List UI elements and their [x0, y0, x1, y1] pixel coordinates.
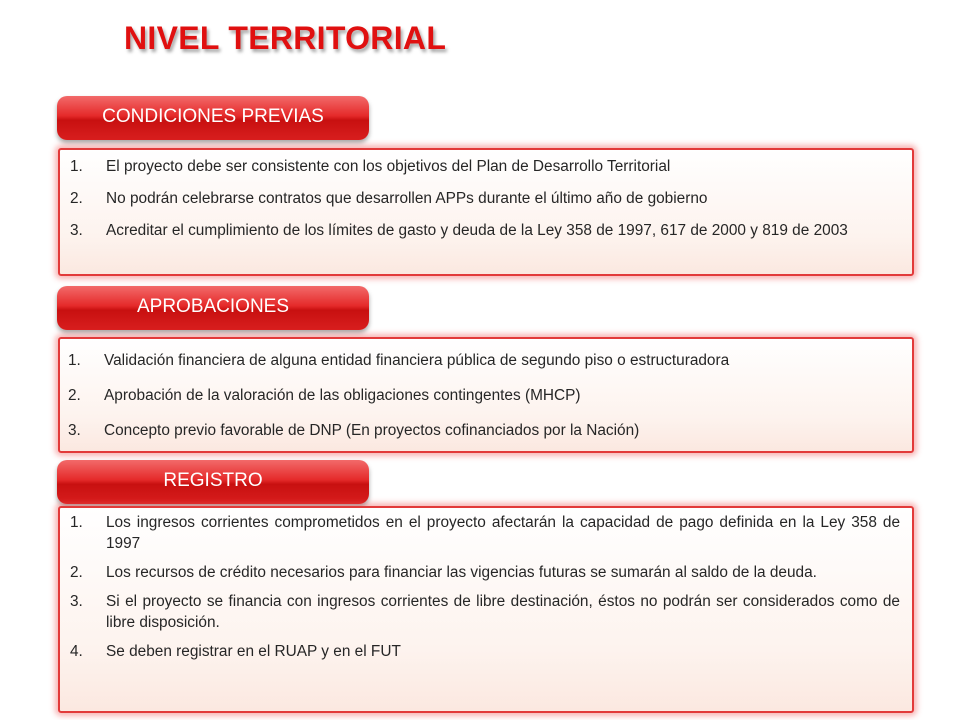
list-item-number: 3. — [68, 422, 81, 439]
list-item-number: 3. — [70, 593, 83, 610]
list-item-number: 1. — [70, 514, 83, 531]
section-heading-label: REGISTRO — [163, 470, 263, 491]
list-item — [60, 220, 912, 241]
list-item — [60, 156, 912, 177]
section-panel-condiciones-previas — [58, 148, 914, 276]
list-item-number: 1. — [70, 158, 83, 175]
section-panel-registro — [58, 506, 914, 713]
list-item-text: Concepto previo favorable de DNP (En proyectos cofinanciados por la Nación) — [104, 422, 640, 439]
list-item-number: 3. — [70, 222, 83, 239]
list-item — [60, 512, 912, 554]
numbered-list — [60, 350, 912, 441]
page-title: NIVEL TERRITORIAL — [124, 20, 447, 56]
list-item — [60, 591, 912, 633]
list-item-number: 2. — [70, 190, 83, 207]
list-item-number: 2. — [70, 564, 83, 581]
list-item-number: 4. — [70, 643, 83, 660]
list-item — [60, 641, 912, 662]
list-item-text: El proyecto debe ser consistente con los objetivos del Plan de Desarrollo Territorial — [106, 158, 671, 175]
numbered-list — [60, 512, 912, 662]
section-heading-aprobaciones — [57, 286, 369, 330]
list-item-text: Validación financiera de alguna entidad financiera pública de segundo piso o estructuradora — [104, 352, 730, 369]
section-heading-registro — [57, 460, 369, 504]
list-item-text: Se deben registrar en el RUAP y en el FUT — [106, 643, 401, 660]
list-item-number: 2. — [68, 387, 81, 404]
numbered-list — [60, 156, 912, 241]
list-item-text: Los ingresos corrientes comprometidos en el proyecto afectarán la capacidad de pago definida en la Ley 358 de 1997 — [106, 514, 900, 552]
list-item — [60, 188, 912, 209]
list-item — [60, 562, 912, 583]
list-item — [60, 350, 912, 371]
section-heading-label: CONDICIONES PREVIAS — [102, 106, 324, 127]
section-panel-aprobaciones — [58, 337, 914, 453]
list-item-text: No podrán celebrarse contratos que desarrollen APPs durante el último año de gobierno — [106, 190, 708, 207]
list-item-text: Acreditar el cumplimiento de los límites de gasto y deuda de la Ley 358 de 1997, 617 de 2000 y 819 de 2003 — [106, 222, 848, 239]
list-item-text: Aprobación de la valoración de las obligaciones contingentes (MHCP) — [104, 387, 581, 404]
list-item-text: Los recursos de crédito necesarios para financiar las vigencias futuras se sumarán al saldo de la deuda. — [106, 564, 817, 581]
list-item-text: Si el proyecto se financia con ingresos corrientes de libre destinación, éstos no podrán ser considerados como de libre disposición. — [106, 593, 900, 631]
list-item-number: 1. — [68, 352, 81, 369]
section-heading-label: APROBACIONES — [136, 296, 290, 317]
section-heading-condiciones-previas — [57, 96, 369, 140]
list-item — [60, 385, 912, 406]
list-item — [60, 420, 912, 441]
